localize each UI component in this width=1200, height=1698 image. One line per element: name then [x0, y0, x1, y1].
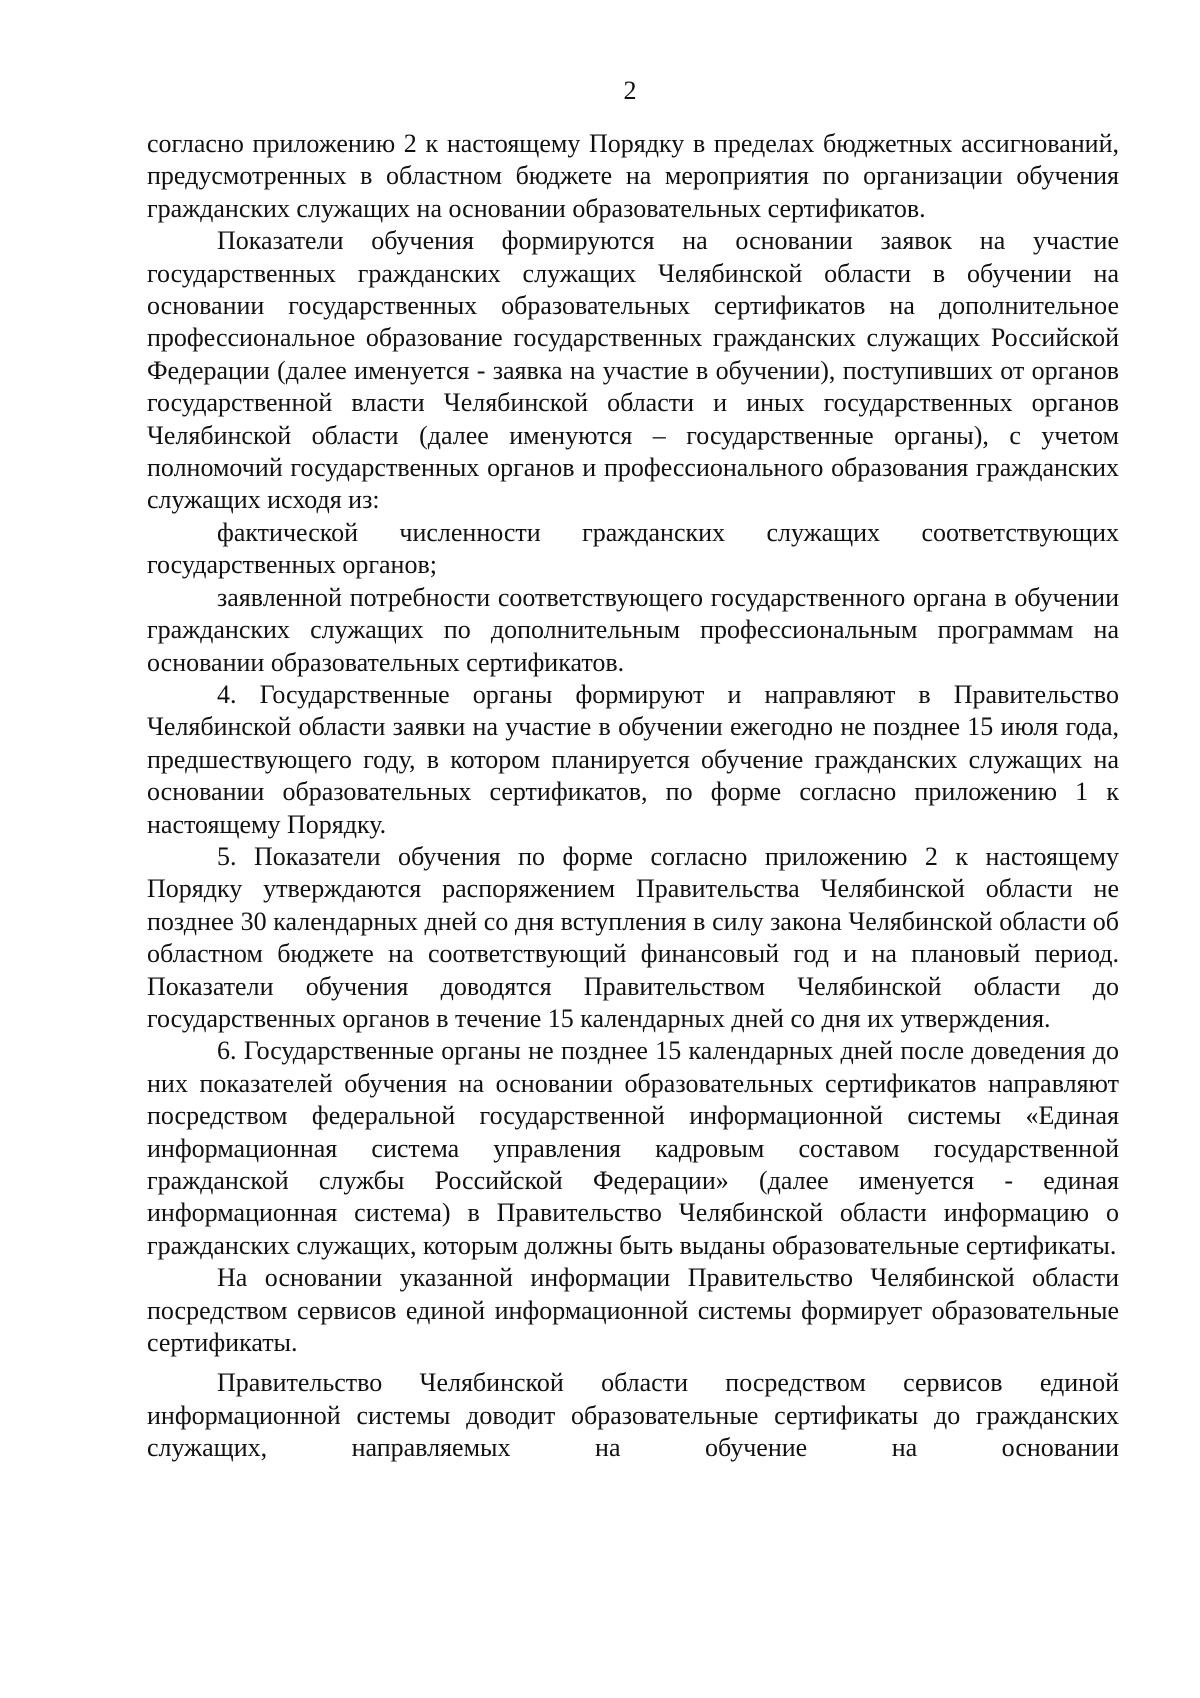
page-number: 2	[623, 76, 637, 105]
paragraph-5: 4. Государственные органы формируют и направляют в Правительство Челябинской области заявки на участие в обучении ежегодно не позднее 15 июля года, предшествующего году, в котором планируется обучение гражданских служащих на основании образовательных сертификатов, по форме согласно приложению 1 к настоящему Порядку.	[147, 679, 1119, 839]
paragraph-7: 6. Государственные органы не позднее 15 календарных дней после доведения до них показателей обучения на основании образовательных сертификатов направляют посредством федеральной государственной информационной системы «Единая информационная система управления кадровым составом государственной гражданской службы Российской Федерации» (далее именуется - единая информационная система) в Правительство Челябинской области информацию о гражданских служащих, которым должны быть выданы образовательные сертификаты.	[147, 1036, 1119, 1260]
paragraph-6: 5. Показатели обучения по форме согласно приложению 2 к настоящему Порядку утверждаются распоряжением Правительства Челябинской области не позднее 30 календарных дней со дня вступления в силу закона Челябинской области об областном бюджете на соответствующий финансовый год и на плановый период. Показатели обучения доводятся Правительством Челябинской области до государственных органов в течение 15 календарных дней со дня их утверждения.	[147, 841, 1119, 1033]
document-body	[147, 128, 1119, 1465]
paragraph-8: На основании указанной информации Правительство Челябинской области посредством сервисов единой информационной системы формирует образовательные сертификаты.	[147, 1263, 1119, 1358]
paragraph-9: Правительство Челябинской области посредством сервисов единой информационной системы доводит образовательные сертификаты до гражданских служащих, направляемых на обучение на основании	[147, 1368, 1119, 1463]
paragraph-4: заявленной потребности соответствующего государственного органа в обучении гражданских служащих по дополнительным профессиональным программам на основании образовательных сертификатов.	[147, 582, 1119, 677]
paragraph-1: согласно приложению 2 к настоящему Порядку в пределах бюджетных ассигнований, предусмотренных в областном бюджете на мероприятия по организации обучения гражданских служащих на основании образовательных сертификатов.	[147, 129, 1119, 223]
paragraph-2: Показатели обучения формируются на основании заявок на участие государственных гражданских служащих Челябинской области в обучении на основании государственных образовательных сертификатов на дополнительное профессиональное образование государственных гражданских служащих Российской Федерации (далее именуется - заявка на участие в обучении), поступивших от органов государственной власти Челябинской области и иных государственных органов Челябинской области (далее именуются – государственные органы), с учетом полномочий государственных органов и профессионального образования гражданских служащих исходя из:	[147, 226, 1119, 515]
paragraph-3: фактической численности гражданских служащих соответствующих государственных органов;	[147, 517, 1119, 580]
